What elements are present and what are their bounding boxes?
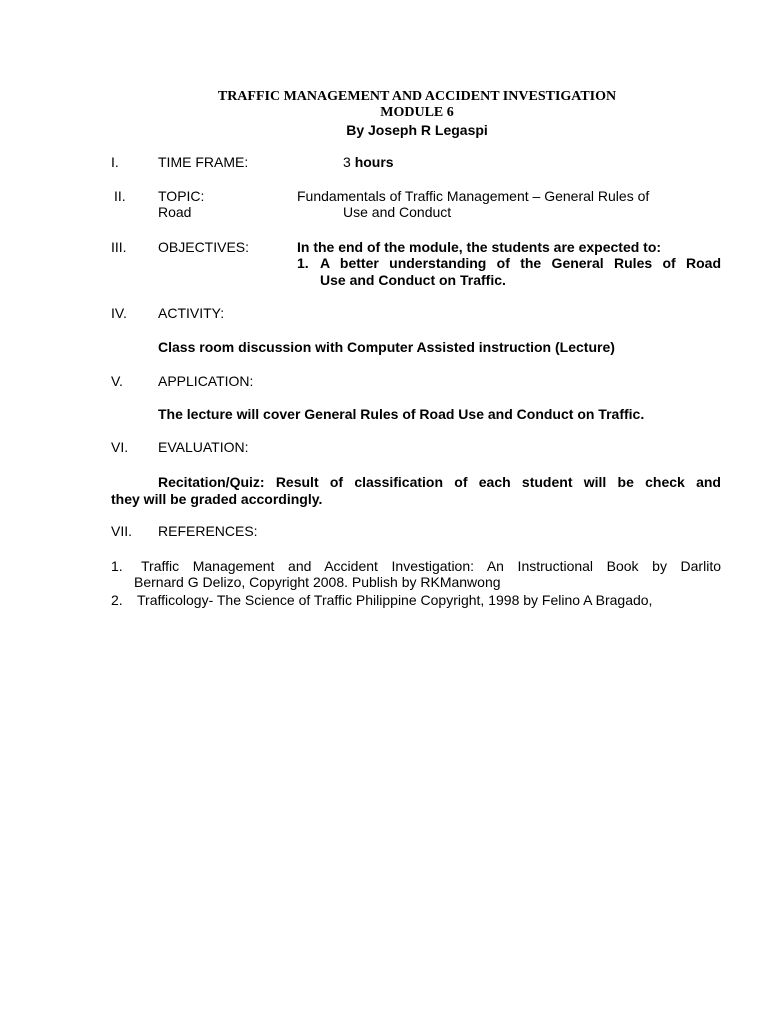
objectives-intro: In the end of the module, the students are expected to: (297, 239, 662, 255)
topic-line-2-right: Use and Conduct (343, 204, 452, 220)
section-number-references: VII. (111, 523, 133, 539)
time-frame-unit: hours (354, 154, 394, 170)
section-number-topic: II. (114, 188, 126, 204)
objective-item-line-2: Use and Conduct on Traffic. (320, 272, 506, 288)
evaluation-line-1: Recitation/Quiz: Result of classification of each student will be check and (158, 474, 721, 490)
section-label-references: REFERENCES: (158, 523, 258, 539)
section-label-activity: ACTIVITY: (158, 305, 225, 321)
document-title: TRAFFIC MANAGEMENT AND ACCIDENT INVESTIGATION (217, 89, 617, 104)
section-label-topic: TOPIC: (158, 188, 205, 204)
author-line: By Joseph R Legaspi (346, 122, 488, 138)
section-label-objectives: OBJECTIVES: (158, 239, 250, 255)
application-text: The lecture will cover General Rules of Road Use and Conduct on Traffic. (158, 406, 645, 422)
reference-number-2: 2. (111, 592, 123, 608)
module-label: MODULE 6 (380, 105, 454, 120)
activity-text: Class room discussion with Computer Assisted instruction (Lecture) (158, 339, 615, 355)
section-number-time-frame: I. (111, 154, 119, 170)
section-number-application: V. (111, 373, 123, 389)
time-frame-value (343, 154, 394, 171)
reference-1-line-2: Bernard G Delizo, Copyright 2008. Publish by RKManwong (134, 574, 501, 590)
reference-number-1: 1. (111, 558, 123, 574)
reference-1-line-1: Traffic Management and Accident Investigation: An Instructional Book by Darlito (141, 558, 721, 574)
topic-line-2-left: Road (158, 204, 192, 220)
section-number-evaluation: VI. (111, 439, 129, 455)
section-label-time-frame: TIME FRAME: (158, 154, 249, 170)
evaluation-line-2: they will be graded accordingly. (111, 491, 323, 507)
section-label-evaluation: EVALUATION: (158, 439, 249, 455)
objective-item-line-1: A better understanding of the General Rules of Road (320, 255, 721, 271)
topic-line-1: Fundamentals of Traffic Management – General Rules of (297, 188, 650, 204)
reference-2-line-1: Trafficology- The Science of Traffic Philippine Copyright, 1998 by Felino A Bragado, (137, 592, 653, 608)
section-number-activity: IV. (111, 305, 127, 321)
time-frame-number: 3 (343, 154, 351, 170)
objective-item-number: 1. (297, 255, 309, 271)
section-number-objectives: III. (111, 239, 127, 255)
document-header (0, 89, 768, 139)
section-label-application: APPLICATION: (158, 373, 254, 389)
